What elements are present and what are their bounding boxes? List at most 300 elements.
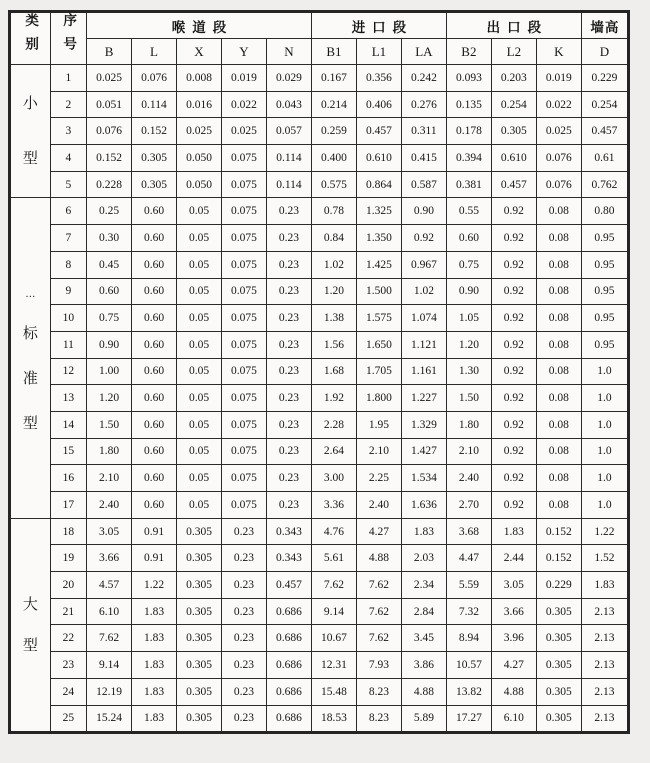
data-cell: 1.22 bbox=[132, 572, 177, 599]
data-cell: 0.90 bbox=[446, 278, 491, 305]
data-cell: 1.30 bbox=[446, 358, 491, 385]
data-cell: 0.305 bbox=[177, 705, 222, 733]
data-cell: 0.05 bbox=[177, 492, 222, 519]
data-cell: 0.575 bbox=[311, 171, 356, 198]
data-cell: 2.40 bbox=[87, 492, 132, 519]
data-cell: 0.343 bbox=[266, 518, 311, 545]
data-cell: 0.05 bbox=[177, 358, 222, 385]
data-cell: 0.60 bbox=[132, 198, 177, 225]
data-cell: 0.025 bbox=[536, 118, 581, 145]
data-cell: 9.14 bbox=[311, 598, 356, 625]
data-cell: 0.23 bbox=[221, 572, 266, 599]
data-cell: 0.305 bbox=[536, 598, 581, 625]
data-cell: 7.62 bbox=[311, 572, 356, 599]
table-row bbox=[10, 171, 629, 198]
data-cell: 0.214 bbox=[311, 91, 356, 118]
data-cell: 4.27 bbox=[491, 652, 536, 679]
data-cell: 4.76 bbox=[311, 518, 356, 545]
data-cell: 0.025 bbox=[87, 65, 132, 92]
data-cell: 8.94 bbox=[446, 625, 491, 652]
data-cell: 0.23 bbox=[221, 705, 266, 733]
data-cell: 0.05 bbox=[177, 251, 222, 278]
data-cell: 0.075 bbox=[221, 198, 266, 225]
data-cell: 1.50 bbox=[446, 385, 491, 412]
data-cell: 4.57 bbox=[87, 572, 132, 599]
data-cell: 0.311 bbox=[401, 118, 446, 145]
sub-header-row bbox=[10, 39, 629, 65]
category-char: 大 bbox=[22, 596, 38, 613]
category-char: 小 bbox=[22, 96, 38, 113]
data-cell: 0.343 bbox=[266, 545, 311, 572]
data-cell: 1.0 bbox=[581, 411, 628, 438]
data-cell: 0.60 bbox=[132, 331, 177, 358]
data-cell: 1.80 bbox=[87, 438, 132, 465]
data-cell: 0.075 bbox=[221, 251, 266, 278]
data-cell: 0.95 bbox=[581, 278, 628, 305]
header-cell-B: B bbox=[87, 39, 132, 65]
data-cell: 1.83 bbox=[132, 652, 177, 679]
data-cell: 1.0 bbox=[581, 385, 628, 412]
data-cell: 3.00 bbox=[311, 465, 356, 492]
data-cell: 0.60 bbox=[132, 492, 177, 519]
data-cell: 1.121 bbox=[401, 331, 446, 358]
data-cell: 0.95 bbox=[581, 305, 628, 332]
data-cell: 1.83 bbox=[132, 705, 177, 733]
data-cell: 0.203 bbox=[491, 65, 536, 92]
data-cell: 0.610 bbox=[491, 145, 536, 172]
data-cell: 1.705 bbox=[356, 358, 401, 385]
data-cell: 1.20 bbox=[311, 278, 356, 305]
data-cell: 0.762 bbox=[581, 171, 628, 198]
data-cell: 1.636 bbox=[401, 492, 446, 519]
data-cell: 0.23 bbox=[266, 492, 311, 519]
data-cell: 0.686 bbox=[266, 652, 311, 679]
table-row bbox=[10, 492, 629, 519]
dimension-table bbox=[8, 10, 630, 734]
data-cell: 0.78 bbox=[311, 198, 356, 225]
data-cell: 2.13 bbox=[581, 625, 628, 652]
category-label bbox=[23, 97, 38, 167]
data-cell: 0.356 bbox=[356, 65, 401, 92]
data-cell: 3.36 bbox=[311, 492, 356, 519]
data-cell: 0.23 bbox=[221, 545, 266, 572]
data-cell: 0.08 bbox=[536, 305, 581, 332]
data-cell: 0.08 bbox=[536, 358, 581, 385]
data-cell: 0.80 bbox=[581, 198, 628, 225]
data-cell: 0.92 bbox=[491, 438, 536, 465]
table-row bbox=[10, 91, 629, 118]
data-cell: 0.60 bbox=[132, 411, 177, 438]
table-header bbox=[10, 12, 629, 65]
data-cell: 1.074 bbox=[401, 305, 446, 332]
row-number-cell: 1 bbox=[50, 65, 86, 92]
data-cell: 0.093 bbox=[446, 65, 491, 92]
data-cell: 0.043 bbox=[266, 91, 311, 118]
data-cell: 0.305 bbox=[536, 625, 581, 652]
data-cell: 8.23 bbox=[356, 705, 401, 733]
data-cell: 0.05 bbox=[177, 225, 222, 252]
data-cell: 0.91 bbox=[132, 518, 177, 545]
data-cell: 0.305 bbox=[177, 572, 222, 599]
data-cell: 0.076 bbox=[132, 65, 177, 92]
data-cell: 0.008 bbox=[177, 65, 222, 92]
data-cell: 0.305 bbox=[491, 118, 536, 145]
row-number-cell: 22 bbox=[50, 625, 86, 652]
data-cell: 4.88 bbox=[401, 678, 446, 705]
data-cell: 3.86 bbox=[401, 652, 446, 679]
data-cell: 0.92 bbox=[491, 492, 536, 519]
data-cell: 2.40 bbox=[356, 492, 401, 519]
data-cell: 0.457 bbox=[266, 572, 311, 599]
data-cell: 3.05 bbox=[87, 518, 132, 545]
data-cell: 1.425 bbox=[356, 251, 401, 278]
data-cell: 0.075 bbox=[221, 171, 266, 198]
data-cell: 1.52 bbox=[581, 545, 628, 572]
table-row bbox=[10, 465, 629, 492]
data-cell: 0.08 bbox=[536, 251, 581, 278]
data-cell: 1.83 bbox=[401, 518, 446, 545]
data-cell: 0.457 bbox=[491, 171, 536, 198]
data-cell: 0.114 bbox=[266, 171, 311, 198]
data-cell: 0.08 bbox=[536, 278, 581, 305]
data-cell: 0.92 bbox=[491, 198, 536, 225]
data-cell: 1.83 bbox=[581, 572, 628, 599]
header-group-throat: 喉道段 bbox=[87, 12, 312, 39]
data-cell: 0.029 bbox=[266, 65, 311, 92]
data-cell: 0.30 bbox=[87, 225, 132, 252]
data-cell: 0.135 bbox=[446, 91, 491, 118]
data-cell: 6.10 bbox=[87, 598, 132, 625]
data-cell: 1.575 bbox=[356, 305, 401, 332]
data-cell: 1.05 bbox=[446, 305, 491, 332]
data-cell: 4.47 bbox=[446, 545, 491, 572]
data-cell: 0.95 bbox=[581, 331, 628, 358]
row-number-cell: 23 bbox=[50, 652, 86, 679]
data-cell: 0.967 bbox=[401, 251, 446, 278]
data-cell: 0.91 bbox=[132, 545, 177, 572]
row-number-cell: 21 bbox=[50, 598, 86, 625]
data-cell: 0.019 bbox=[221, 65, 266, 92]
data-cell: 1.20 bbox=[446, 331, 491, 358]
data-cell: 1.38 bbox=[311, 305, 356, 332]
data-cell: 0.051 bbox=[87, 91, 132, 118]
data-cell: 0.25 bbox=[87, 198, 132, 225]
data-cell: 0.016 bbox=[177, 91, 222, 118]
data-cell: 0.92 bbox=[491, 358, 536, 385]
data-cell: 0.075 bbox=[221, 438, 266, 465]
data-cell: 1.20 bbox=[87, 385, 132, 412]
data-cell: 7.93 bbox=[356, 652, 401, 679]
data-cell: 0.92 bbox=[491, 225, 536, 252]
data-cell: 2.13 bbox=[581, 705, 628, 733]
data-cell: 0.152 bbox=[132, 118, 177, 145]
data-cell: 0.60 bbox=[132, 251, 177, 278]
header-cell-L: L bbox=[132, 39, 177, 65]
data-cell: 0.400 bbox=[311, 145, 356, 172]
data-cell: 0.92 bbox=[491, 251, 536, 278]
table-row bbox=[10, 225, 629, 252]
data-cell: 1.500 bbox=[356, 278, 401, 305]
data-cell: 0.457 bbox=[581, 118, 628, 145]
table-row bbox=[10, 652, 629, 679]
data-cell: 1.650 bbox=[356, 331, 401, 358]
data-cell: 0.457 bbox=[356, 118, 401, 145]
header-cell-N: N bbox=[266, 39, 311, 65]
data-cell: 2.10 bbox=[356, 438, 401, 465]
data-cell: 2.44 bbox=[491, 545, 536, 572]
header-cell-B2: B2 bbox=[446, 39, 491, 65]
data-cell: 0.08 bbox=[536, 331, 581, 358]
data-cell: 0.08 bbox=[536, 385, 581, 412]
data-cell: 0.08 bbox=[536, 225, 581, 252]
data-cell: 0.23 bbox=[221, 518, 266, 545]
data-cell: 0.242 bbox=[401, 65, 446, 92]
table-body bbox=[10, 65, 629, 733]
category-char: … bbox=[25, 289, 36, 301]
data-cell: 0.075 bbox=[221, 145, 266, 172]
category-cell bbox=[10, 198, 51, 518]
row-number-cell: 24 bbox=[50, 678, 86, 705]
data-cell: 0.95 bbox=[581, 251, 628, 278]
row-number-cell: 16 bbox=[50, 465, 86, 492]
data-cell: 0.686 bbox=[266, 705, 311, 733]
header-cell-category bbox=[10, 12, 51, 65]
data-cell: 1.350 bbox=[356, 225, 401, 252]
data-cell: 0.05 bbox=[177, 331, 222, 358]
data-cell: 17.27 bbox=[446, 705, 491, 733]
table-row bbox=[10, 65, 629, 92]
data-cell: 0.305 bbox=[177, 598, 222, 625]
data-cell: 1.0 bbox=[581, 438, 628, 465]
data-cell: 10.67 bbox=[311, 625, 356, 652]
data-cell: 2.10 bbox=[446, 438, 491, 465]
header-cell-LA: LA bbox=[401, 39, 446, 65]
header-group-outlet: 出口段 bbox=[446, 12, 581, 39]
data-cell: 1.0 bbox=[581, 465, 628, 492]
data-cell: 0.95 bbox=[581, 225, 628, 252]
table-row bbox=[10, 705, 629, 733]
header-cell-serial bbox=[50, 12, 86, 65]
data-cell: 0.057 bbox=[266, 118, 311, 145]
data-cell: 0.23 bbox=[221, 652, 266, 679]
data-cell: 1.80 bbox=[446, 411, 491, 438]
data-cell: 0.45 bbox=[87, 251, 132, 278]
data-cell: 0.152 bbox=[87, 145, 132, 172]
data-cell: 0.05 bbox=[177, 411, 222, 438]
data-cell: 0.050 bbox=[177, 145, 222, 172]
row-number-cell: 5 bbox=[50, 171, 86, 198]
data-cell: 0.075 bbox=[221, 278, 266, 305]
document-sheet bbox=[8, 10, 630, 734]
data-cell: 0.305 bbox=[177, 518, 222, 545]
data-cell: 7.62 bbox=[356, 598, 401, 625]
data-cell: 2.34 bbox=[401, 572, 446, 599]
table-row bbox=[10, 411, 629, 438]
data-cell: 1.0 bbox=[581, 492, 628, 519]
category-char: 准 bbox=[22, 371, 38, 388]
header-group-inlet: 进口段 bbox=[311, 12, 446, 39]
data-cell: 0.076 bbox=[536, 171, 581, 198]
data-cell: 0.23 bbox=[266, 358, 311, 385]
data-cell: 5.61 bbox=[311, 545, 356, 572]
data-cell: 5.59 bbox=[446, 572, 491, 599]
data-cell: 0.022 bbox=[221, 91, 266, 118]
data-cell: 0.864 bbox=[356, 171, 401, 198]
data-cell: 0.60 bbox=[87, 278, 132, 305]
data-cell: 0.381 bbox=[446, 171, 491, 198]
data-cell: 0.415 bbox=[401, 145, 446, 172]
table-row bbox=[10, 251, 629, 278]
row-number-cell: 18 bbox=[50, 518, 86, 545]
category-cell bbox=[10, 518, 51, 733]
row-number-cell: 14 bbox=[50, 411, 86, 438]
data-cell: 0.05 bbox=[177, 438, 222, 465]
group-header-row bbox=[10, 12, 629, 39]
data-cell: 1.68 bbox=[311, 358, 356, 385]
data-cell: 0.686 bbox=[266, 678, 311, 705]
data-cell: 2.84 bbox=[401, 598, 446, 625]
table-row bbox=[10, 385, 629, 412]
data-cell: 0.075 bbox=[221, 331, 266, 358]
header-cell-D: D bbox=[581, 39, 628, 65]
data-cell: 0.60 bbox=[132, 225, 177, 252]
row-number-cell: 3 bbox=[50, 118, 86, 145]
table-row bbox=[10, 198, 629, 225]
data-cell: 1.227 bbox=[401, 385, 446, 412]
data-cell: 1.83 bbox=[132, 678, 177, 705]
header-cell-K: K bbox=[536, 39, 581, 65]
data-cell: 0.305 bbox=[177, 652, 222, 679]
data-cell: 0.92 bbox=[491, 278, 536, 305]
data-cell: 0.076 bbox=[87, 118, 132, 145]
category-label bbox=[22, 289, 38, 433]
row-number-cell: 4 bbox=[50, 145, 86, 172]
data-cell: 0.05 bbox=[177, 198, 222, 225]
data-cell: 2.13 bbox=[581, 652, 628, 679]
data-cell: 0.08 bbox=[536, 492, 581, 519]
category-char: 型 bbox=[22, 637, 38, 654]
data-cell: 8.23 bbox=[356, 678, 401, 705]
data-cell: 18.53 bbox=[311, 705, 356, 733]
data-cell: 3.05 bbox=[491, 572, 536, 599]
data-cell: 0.305 bbox=[177, 678, 222, 705]
data-cell: 0.05 bbox=[177, 465, 222, 492]
data-cell: 10.57 bbox=[446, 652, 491, 679]
data-cell: 0.23 bbox=[221, 598, 266, 625]
data-cell: 3.68 bbox=[446, 518, 491, 545]
data-cell: 13.82 bbox=[446, 678, 491, 705]
data-cell: 1.56 bbox=[311, 331, 356, 358]
data-cell: 1.83 bbox=[491, 518, 536, 545]
data-cell: 0.305 bbox=[132, 145, 177, 172]
row-number-cell: 11 bbox=[50, 331, 86, 358]
data-cell: 0.305 bbox=[536, 705, 581, 733]
data-cell: 0.178 bbox=[446, 118, 491, 145]
data-cell: 0.60 bbox=[132, 278, 177, 305]
data-cell: 2.10 bbox=[87, 465, 132, 492]
data-cell: 0.167 bbox=[311, 65, 356, 92]
category-char: 标 bbox=[22, 326, 38, 343]
data-cell: 0.08 bbox=[536, 438, 581, 465]
data-cell: 2.13 bbox=[581, 678, 628, 705]
category-char: 型 bbox=[22, 416, 38, 433]
row-number-cell: 17 bbox=[50, 492, 86, 519]
data-cell: 0.75 bbox=[446, 251, 491, 278]
data-cell: 0.60 bbox=[446, 225, 491, 252]
data-cell: 0.92 bbox=[491, 465, 536, 492]
row-number-cell: 20 bbox=[50, 572, 86, 599]
data-cell: 0.254 bbox=[491, 91, 536, 118]
table-row bbox=[10, 678, 629, 705]
table-row bbox=[10, 438, 629, 465]
row-number-cell: 12 bbox=[50, 358, 86, 385]
data-cell: 0.55 bbox=[446, 198, 491, 225]
data-cell: 0.60 bbox=[132, 438, 177, 465]
data-cell: 0.92 bbox=[491, 385, 536, 412]
data-cell: 4.88 bbox=[356, 545, 401, 572]
data-cell: 0.92 bbox=[491, 411, 536, 438]
data-cell: 0.075 bbox=[221, 492, 266, 519]
data-cell: 0.075 bbox=[221, 225, 266, 252]
data-cell: 0.92 bbox=[491, 305, 536, 332]
data-cell: 0.019 bbox=[536, 65, 581, 92]
data-cell: 0.305 bbox=[536, 678, 581, 705]
row-number-cell: 10 bbox=[50, 305, 86, 332]
row-number-cell: 19 bbox=[50, 545, 86, 572]
category-label bbox=[23, 598, 38, 654]
header-cell-B1: B1 bbox=[311, 39, 356, 65]
data-cell: 0.92 bbox=[401, 225, 446, 252]
data-cell: 1.800 bbox=[356, 385, 401, 412]
data-cell: 0.23 bbox=[266, 305, 311, 332]
data-cell: 1.22 bbox=[581, 518, 628, 545]
data-cell: 1.427 bbox=[401, 438, 446, 465]
data-cell: 0.23 bbox=[221, 625, 266, 652]
category-header-label: 类别 bbox=[23, 12, 39, 60]
data-cell: 0.259 bbox=[311, 118, 356, 145]
data-cell: 0.61 bbox=[581, 145, 628, 172]
data-cell: 3.45 bbox=[401, 625, 446, 652]
data-cell: 0.406 bbox=[356, 91, 401, 118]
header-group-wall-height: 墙高 bbox=[581, 12, 628, 39]
table-row bbox=[10, 572, 629, 599]
data-cell: 0.60 bbox=[132, 385, 177, 412]
data-cell: 9.14 bbox=[87, 652, 132, 679]
data-cell: 0.254 bbox=[581, 91, 628, 118]
table-row bbox=[10, 518, 629, 545]
table-row bbox=[10, 598, 629, 625]
data-cell: 0.229 bbox=[536, 572, 581, 599]
data-cell: 0.025 bbox=[177, 118, 222, 145]
data-cell: 0.228 bbox=[87, 171, 132, 198]
serial-header-label: 序号 bbox=[61, 12, 77, 60]
data-cell: 1.329 bbox=[401, 411, 446, 438]
data-cell: 1.534 bbox=[401, 465, 446, 492]
data-cell: 0.610 bbox=[356, 145, 401, 172]
data-cell: 0.075 bbox=[221, 465, 266, 492]
data-cell: 0.114 bbox=[132, 91, 177, 118]
header-cell-L1: L1 bbox=[356, 39, 401, 65]
data-cell: 2.13 bbox=[581, 598, 628, 625]
data-cell: 0.229 bbox=[581, 65, 628, 92]
data-cell: 0.23 bbox=[266, 251, 311, 278]
table-row bbox=[10, 305, 629, 332]
data-cell: 0.075 bbox=[221, 411, 266, 438]
data-cell: 0.23 bbox=[266, 411, 311, 438]
data-cell: 0.23 bbox=[266, 225, 311, 252]
data-cell: 3.66 bbox=[87, 545, 132, 572]
data-cell: 1.0 bbox=[581, 358, 628, 385]
